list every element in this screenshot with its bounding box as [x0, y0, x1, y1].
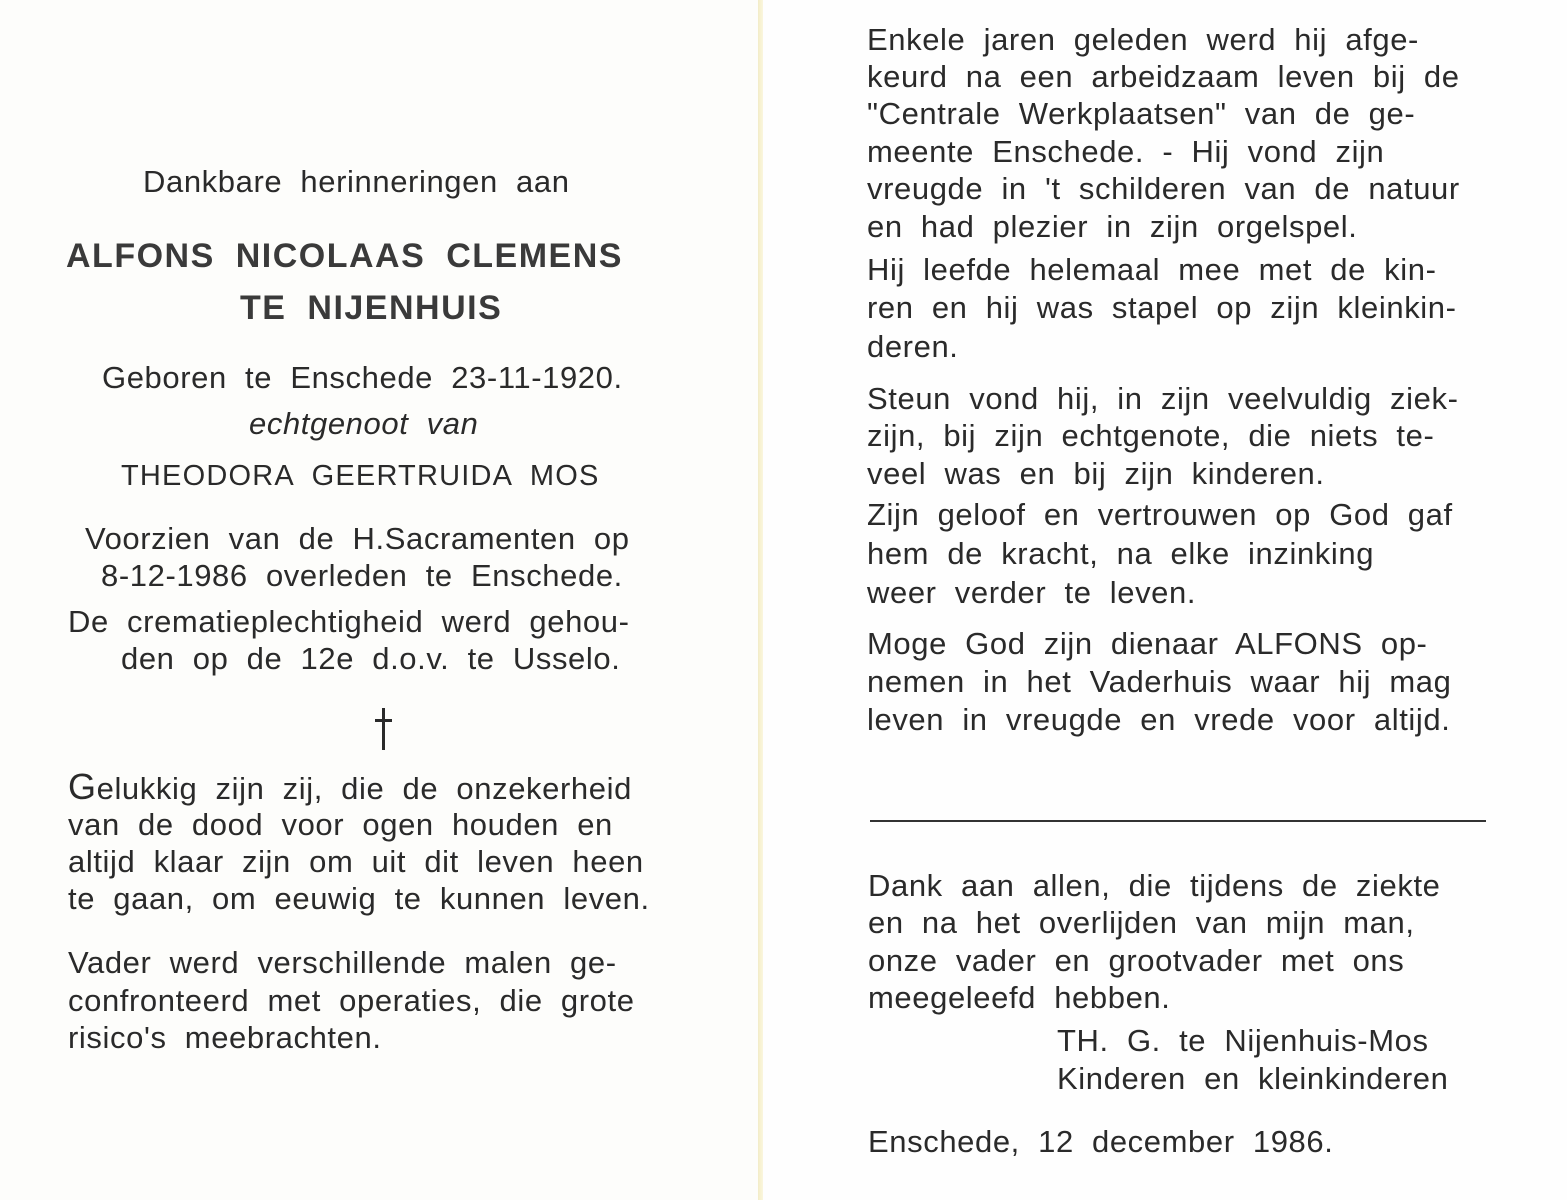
- cremation-line1: De crematieplechtigheid werd gehou-: [68, 604, 630, 639]
- thanks-line3: onze vader en grootvader met ons: [868, 943, 1405, 978]
- paragraph5-line2: nemen in het Vaderhuis waar hij mag: [867, 664, 1452, 699]
- thanks-line4: meegeleefd hebben.: [868, 980, 1171, 1015]
- paragraph1-line4: meente Enschede. - Hij vond zijn: [867, 134, 1385, 169]
- paragraph2-line2: ren en hij was stapel op zijn kleinkin-: [867, 290, 1457, 325]
- paragraph5-line3: leven in vreugde en vrede voor altijd.: [867, 702, 1451, 737]
- cross-icon: [372, 708, 396, 750]
- divider-line: [870, 820, 1486, 822]
- verse-line1: [68, 766, 632, 807]
- verse-line3: altijd klaar zijn om uit dit leven heen: [68, 844, 644, 879]
- verse-line2: van de dood voor ogen houden en: [68, 807, 613, 842]
- verse-line4: te gaan, om eeuwig te kunnen leven.: [68, 881, 650, 916]
- paragraph1-line5: vreugde in 't schilderen van de natuur: [867, 171, 1460, 206]
- birth-text: Geboren te Enschede 23-11-1920.: [102, 360, 623, 395]
- paragraph3-line3: veel was en bij zijn kinderen.: [867, 456, 1325, 491]
- paragraph2-line1: Hij leefde helemaal mee met de kin-: [867, 252, 1437, 287]
- paragraph3-line1: Steun vond hij, in zijn veelvuldig ziek-: [867, 381, 1459, 416]
- deceased-name-line2: TE NIJENHUIS: [240, 289, 503, 327]
- father-line2: confronteerd met operaties, die grote: [68, 983, 635, 1018]
- left-page: [0, 0, 758, 1200]
- sacraments-line2: 8-12-1986 overleden te Enschede.: [101, 558, 623, 593]
- paragraph4-line3: weer verder te leven.: [867, 575, 1197, 610]
- thanks-line1: Dank aan allen, die tijdens de ziekte: [868, 868, 1441, 903]
- intro-text: Dankbare herinneringen aan: [143, 164, 570, 199]
- paragraph1-line6: en had plezier in zijn orgelspel.: [867, 209, 1358, 244]
- thanks-line2: en na het overlijden van mijn man,: [868, 905, 1415, 940]
- verse-line1-text: elukkig zijn zij, die de onzekerheid: [96, 771, 632, 806]
- cremation-line2: den op de 12e d.o.v. te Usselo.: [121, 641, 621, 676]
- signature-line2: Kinderen en kleinkinderen: [1057, 1061, 1449, 1096]
- signature-line1: TH. G. te Nijenhuis-Mos: [1057, 1023, 1429, 1058]
- paragraph1-line3: "Centrale Werkplaatsen" van de ge-: [867, 96, 1416, 131]
- place-date: Enschede, 12 december 1986.: [868, 1124, 1334, 1159]
- father-line1: Vader werd verschillende malen ge-: [68, 945, 617, 980]
- paragraph4-line1: Zijn geloof en vertrouwen op God gaf: [867, 497, 1453, 532]
- paragraph5-line1: Moge God zijn dienaar ALFONS op-: [867, 626, 1428, 661]
- deceased-name-line1: ALFONS NICOLAAS CLEMENS: [66, 237, 623, 275]
- paragraph3-line2: zijn, bij zijn echtgenote, die niets te-: [867, 418, 1435, 453]
- spouse-label: echtgenoot van: [249, 406, 479, 441]
- spouse-name: THEODORA GEERTRUIDA MOS: [121, 460, 600, 492]
- father-line3: risico's meebrachten.: [68, 1020, 382, 1055]
- right-page: [763, 0, 1567, 1200]
- paragraph1-line1: Enkele jaren geleden werd hij afge-: [867, 22, 1419, 57]
- paragraph4-line2: hem de kracht, na elke inzinking: [867, 536, 1375, 571]
- verse-dropcap: G: [68, 766, 97, 807]
- sacraments-line1: Voorzien van de H.Sacramenten op: [85, 521, 630, 556]
- paragraph1-line2: keurd na een arbeidzaam leven bij de: [867, 59, 1460, 94]
- paragraph2-line3: deren.: [867, 329, 959, 364]
